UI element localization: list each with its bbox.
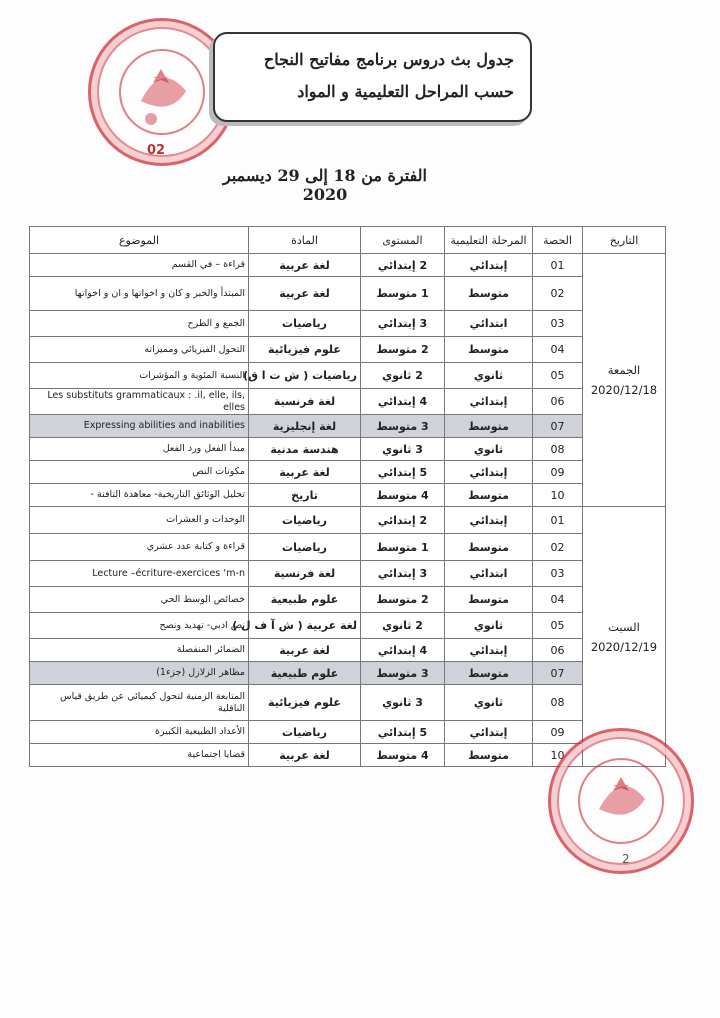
cell-level: 3 متوسط bbox=[361, 415, 445, 438]
cell-subject: لغة عربية bbox=[249, 639, 361, 662]
table-row bbox=[30, 507, 666, 534]
cell-stage: ابتدائي bbox=[445, 561, 533, 587]
cell-session: 07 bbox=[533, 662, 583, 685]
cell-level: 4 إبتدائي bbox=[361, 639, 445, 662]
stamp-number: 02 bbox=[147, 143, 166, 158]
cell-topic: مبدأ الفعل ورد الفعل bbox=[30, 438, 249, 461]
cell-stage: إبتدائي bbox=[445, 461, 533, 484]
cell-level: 2 إبتدائي bbox=[361, 507, 445, 534]
table-row bbox=[30, 363, 666, 389]
cell-level: 2 ثانوي bbox=[361, 613, 445, 639]
cell-session: 04 bbox=[533, 587, 583, 613]
cell-subject: لغة عربية bbox=[249, 461, 361, 484]
cell-subject: رياضيات bbox=[249, 311, 361, 337]
header-topic: الموضوع bbox=[30, 227, 249, 254]
official-stamp-bottom bbox=[548, 728, 694, 874]
cell-stage: متوسط bbox=[445, 415, 533, 438]
day-name: الجمعة bbox=[607, 363, 641, 377]
cell-subject: علوم فيزيائية bbox=[249, 685, 361, 721]
cell-session: 09 bbox=[533, 461, 583, 484]
cell-topic: Expressing abilities and inabilities bbox=[30, 415, 249, 438]
cell-level: 3 ثانوي bbox=[361, 685, 445, 721]
table-row bbox=[30, 461, 666, 484]
cell-stage: ثانوي bbox=[445, 685, 533, 721]
table-row bbox=[30, 639, 666, 662]
day-date: 2020/12/19 bbox=[590, 639, 658, 654]
cell-topic: مكونات النص bbox=[30, 461, 249, 484]
cell-subject: رياضيات bbox=[249, 507, 361, 534]
cell-topic: الضمائر المنفصلة bbox=[30, 639, 249, 662]
cell-subject: هندسة مدنية bbox=[249, 438, 361, 461]
cell-topic: Lecture –écriture-exercices ‘m-n bbox=[30, 561, 249, 587]
table-row bbox=[30, 389, 666, 415]
cell-subject: علوم طبيعية bbox=[249, 662, 361, 685]
cell-subject: لغة فرنسية bbox=[249, 561, 361, 587]
cell-stage: ثانوي bbox=[445, 438, 533, 461]
cell-session: 08 bbox=[533, 685, 583, 721]
table-row bbox=[30, 254, 666, 277]
cell-topic: قراءة و كتابة عدد عشري bbox=[30, 534, 249, 561]
cell-subject: لغة عربية bbox=[249, 254, 361, 277]
cell-topic: المبتدأ والخبر و كان و اخواتها و ان و اخواتها bbox=[30, 277, 249, 311]
cell-level: 3 متوسط bbox=[361, 662, 445, 685]
cell-stage: إبتدائي bbox=[445, 389, 533, 415]
table-row bbox=[30, 685, 666, 721]
cell-topic: الوحدات و العشرات bbox=[30, 507, 249, 534]
cell-level: 1 متوسط bbox=[361, 277, 445, 311]
cell-stage: ثانوي bbox=[445, 613, 533, 639]
cell-level: 4 متوسط bbox=[361, 484, 445, 507]
cell-level: 5 إبتدائي bbox=[361, 721, 445, 744]
cell-level: 3 إبتدائي bbox=[361, 311, 445, 337]
cell-session: 01 bbox=[533, 254, 583, 277]
table-row bbox=[30, 587, 666, 613]
cell-subject: علوم فيزيائية bbox=[249, 337, 361, 363]
cell-stage: متوسط bbox=[445, 534, 533, 561]
cell-stage: متوسط bbox=[445, 744, 533, 767]
table-header-row bbox=[30, 227, 666, 254]
cell-topic: التحول الفيزيائي ومميزاته bbox=[30, 337, 249, 363]
table-row bbox=[30, 415, 666, 438]
cell-stage: ثانوي bbox=[445, 363, 533, 389]
header-session: الحصة bbox=[533, 227, 583, 254]
cell-level: 1 متوسط bbox=[361, 534, 445, 561]
cell-level: 3 إبتدائي bbox=[361, 561, 445, 587]
cell-topic: Les substituts grammaticaux : .il, elle, ils, elles bbox=[30, 389, 249, 415]
cell-stage: إبتدائي bbox=[445, 639, 533, 662]
cell-topic: خصائص الوسط الحي bbox=[30, 587, 249, 613]
cell-level: 4 متوسط bbox=[361, 744, 445, 767]
cell-subject: رياضيات bbox=[249, 534, 361, 561]
table-row bbox=[30, 484, 666, 507]
cell-level: 2 متوسط bbox=[361, 337, 445, 363]
page-number: 2 bbox=[622, 852, 630, 866]
cell-topic: النسبة المئوية و المؤشرات bbox=[30, 363, 249, 389]
cell-stage: إبتدائي bbox=[445, 254, 533, 277]
cell-level: 4 إبتدائي bbox=[361, 389, 445, 415]
cell-session: 03 bbox=[533, 311, 583, 337]
table-row bbox=[30, 561, 666, 587]
day-name: السبت bbox=[608, 619, 640, 634]
period-heading: الفترة من 18 إلى 29 ديسمبر 2020 bbox=[223, 166, 427, 204]
cell-topic: قراءة – في القسم bbox=[30, 254, 249, 277]
cell-subject: رياضيات ( ش ت ا ق) bbox=[249, 363, 361, 389]
cell-topic: قضايا اجتماعية bbox=[30, 744, 249, 767]
cell-level: 5 إبتدائي bbox=[361, 461, 445, 484]
day-date: 2020/12/18 bbox=[590, 383, 658, 397]
cell-subject: علوم طبيعية bbox=[249, 587, 361, 613]
cell-topic: نص ادبي- تهديد ونصح bbox=[30, 613, 249, 639]
title-box bbox=[213, 32, 532, 122]
cell-session: 06 bbox=[533, 389, 583, 415]
cell-level: 2 متوسط bbox=[361, 587, 445, 613]
cell-level: 2 ثانوي bbox=[361, 363, 445, 389]
header-subject: المادة bbox=[249, 227, 361, 254]
cell-level: 3 ثانوي bbox=[361, 438, 445, 461]
cell-stage: إبتدائي bbox=[445, 721, 533, 744]
cell-subject: لغة عربية bbox=[249, 277, 361, 311]
cell-stage: متوسط bbox=[445, 484, 533, 507]
cell-session: 09 bbox=[533, 721, 583, 744]
cell-session: 05 bbox=[533, 613, 583, 639]
cell-subject: لغة فرنسية bbox=[249, 389, 361, 415]
cell-session: 02 bbox=[533, 277, 583, 311]
cell-topic: مظاهر الزلازل (جزء1) bbox=[30, 662, 249, 685]
cell-session: 07 bbox=[533, 415, 583, 438]
header-date: التاريخ bbox=[583, 227, 666, 254]
cell-topic: الأعداد الطبيعية الكبيرة bbox=[30, 721, 249, 744]
cell-session: 01 bbox=[533, 507, 583, 534]
cell-stage: إبتدائي bbox=[445, 507, 533, 534]
cell-session: 05 bbox=[533, 363, 583, 389]
table-row bbox=[30, 311, 666, 337]
table-row bbox=[30, 613, 666, 639]
cell-session: 02 bbox=[533, 534, 583, 561]
cell-level: 2 إبتدائي bbox=[361, 254, 445, 277]
header-level: المستوى bbox=[361, 227, 445, 254]
cell-subject: لغة عربية ( ش آ ف ل ) bbox=[249, 613, 361, 639]
table-row bbox=[30, 662, 666, 685]
cell-session: 03 bbox=[533, 561, 583, 587]
table-row bbox=[30, 277, 666, 311]
cell-session: 10 bbox=[533, 744, 583, 767]
cell-stage: متوسط bbox=[445, 277, 533, 311]
cell-stage: متوسط bbox=[445, 337, 533, 363]
cell-stage: متوسط bbox=[445, 662, 533, 685]
table-row bbox=[30, 337, 666, 363]
date-cell-day1 bbox=[583, 254, 666, 507]
header-stage: المرحلة التعليمية bbox=[445, 227, 533, 254]
title-line-1: جدول بث دروس برنامج مفاتيح النجاح bbox=[263, 50, 514, 69]
cell-topic: تحليل الوثائق التاريخية- معاهدة التافنة - bbox=[30, 484, 249, 507]
cell-stage: متوسط bbox=[445, 587, 533, 613]
schedule-table bbox=[29, 226, 666, 767]
cell-session: 04 bbox=[533, 337, 583, 363]
stamp-emblem-icon bbox=[91, 21, 233, 163]
stamp-emblem-icon bbox=[551, 731, 691, 871]
cell-subject: تاريخ bbox=[249, 484, 361, 507]
cell-stage: ابتدائي bbox=[445, 311, 533, 337]
table-row bbox=[30, 534, 666, 561]
cell-topic: الجمع و الطرح bbox=[30, 311, 249, 337]
table-row bbox=[30, 438, 666, 461]
cell-session: 10 bbox=[533, 484, 583, 507]
cell-subject: لغة عربية bbox=[249, 744, 361, 767]
cell-subject: لغة إنجليزية bbox=[249, 415, 361, 438]
cell-topic: المتابعة الزمنية لتحول كيميائي عن طريق قياس الناقلية bbox=[30, 685, 249, 721]
title-line-2: حسب المراحل التعليمية و المواد bbox=[297, 82, 514, 101]
cell-subject: رياضيات bbox=[249, 721, 361, 744]
cell-session: 08 bbox=[533, 438, 583, 461]
cell-session: 06 bbox=[533, 639, 583, 662]
